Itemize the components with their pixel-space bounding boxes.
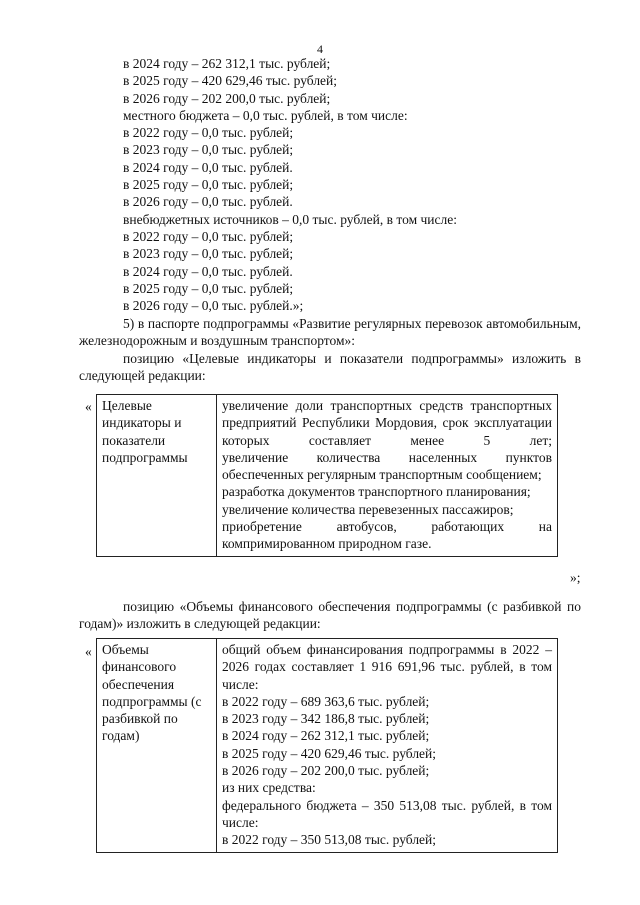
- funding-total: общий объем финансирования подпрограммы в 2022 – 2026 годах составляет 1 916 691,96 тыс. рублей, в том числе:: [222, 642, 552, 692]
- text-line: в 2026 году – 0,0 тыс. рублей.»;: [123, 298, 304, 314]
- text-line: местного бюджета – 0,0 тыс. рублей, в том числе:: [123, 107, 408, 123]
- open-quote: «: [85, 399, 92, 414]
- text-line: в 2025 году – 0,0 тыс. рублей;: [123, 177, 294, 193]
- text-line: в 2024 году – 262 312,1 тыс. рублей;: [123, 56, 331, 71]
- indicator-item: увеличение количества населенных пунктов обеспеченных регулярным транспортным сообщением;: [222, 449, 552, 483]
- indicator-item: увеличение доли транспортных средств транспортных предприятий Республики Мордовия, срок эксплуатации которых составляет менее 5 лет;: [222, 398, 552, 448]
- text-line: в 2023 году – 0,0 тыс. рублей;: [123, 142, 294, 158]
- close-quote: »;: [570, 570, 581, 585]
- page-number: 4: [317, 42, 323, 56]
- federal-budget: федерального бюджета – 350 513,08 тыс. рублей, в том числе:: [222, 797, 552, 830]
- text-line: в 2025 году – 420 629,46 тыс. рублей;: [123, 73, 338, 89]
- funding-year-line: в 2022 году – 689 363,6 тыс. рублей;: [222, 693, 430, 709]
- funding-label: Объемы финансового обеспечения подпрограммы (с разбивкой по годам): [97, 639, 217, 853]
- open-quote: «: [85, 644, 92, 659]
- position-2-intro: позицию «Объемы финансового обеспечения подпрограммы (с разбивкой по годам)» изложить в следующей редакции:: [79, 599, 581, 632]
- funding-year-line: в 2022 году – 350 513,08 тыс. рублей;: [222, 832, 437, 848]
- funding-sources-label: из них средства:: [222, 780, 316, 796]
- indicator-item: приобретение автобусов, работающих на компримированном природном газе.: [222, 519, 552, 552]
- text-line: в 2024 году – 0,0 тыс. рублей.: [123, 159, 293, 175]
- indicators-content: [217, 395, 558, 557]
- funding-year-line: в 2025 году – 420 629,46 тыс. рублей;: [222, 745, 437, 761]
- text-line: в 2022 году – 0,0 тыс. рублей;: [123, 228, 294, 244]
- text-line: в 2026 году – 0,0 тыс. рублей.: [123, 194, 293, 210]
- funding-content: [217, 639, 558, 853]
- text-line: в 2023 году – 0,0 тыс. рублей;: [123, 246, 294, 262]
- indicators-table: [96, 394, 558, 557]
- text-line: в 2026 году – 202 200,0 тыс. рублей;: [123, 90, 331, 106]
- indicators-label: Целевые индикаторы и показатели подпрограммы: [97, 395, 217, 557]
- text-line: внебюджетных источников – 0,0 тыс. рублей, в том числе:: [123, 211, 457, 227]
- indicator-item: разработка документов транспортного планирования;: [222, 484, 531, 500]
- funding-table: [96, 638, 558, 853]
- position-1-intro: позицию «Целевые индикаторы и показатели подпрограммы» изложить в следующей редакции:: [79, 351, 581, 384]
- text-line: в 2025 году – 0,0 тыс. рублей;: [123, 280, 294, 296]
- indicator-item: увеличение количества перевезенных пассажиров;: [222, 501, 514, 517]
- funding-year-line: в 2023 году – 342 186,8 тыс. рублей;: [222, 711, 430, 727]
- funding-lines: [123, 55, 457, 314]
- text-line: в 2024 году – 0,0 тыс. рублей.: [123, 263, 293, 279]
- item-5-paragraph: 5) в паспорте подпрограммы «Развитие регулярных перевозок автомобильным, железнодорожным и воздушным транспортом»:: [79, 316, 581, 349]
- funding-year-line: в 2024 году – 262 312,1 тыс. рублей;: [222, 728, 430, 744]
- text-line: в 2022 году – 0,0 тыс. рублей;: [123, 125, 294, 141]
- funding-year-line: в 2026 году – 202 200,0 тыс. рублей;: [222, 763, 430, 779]
